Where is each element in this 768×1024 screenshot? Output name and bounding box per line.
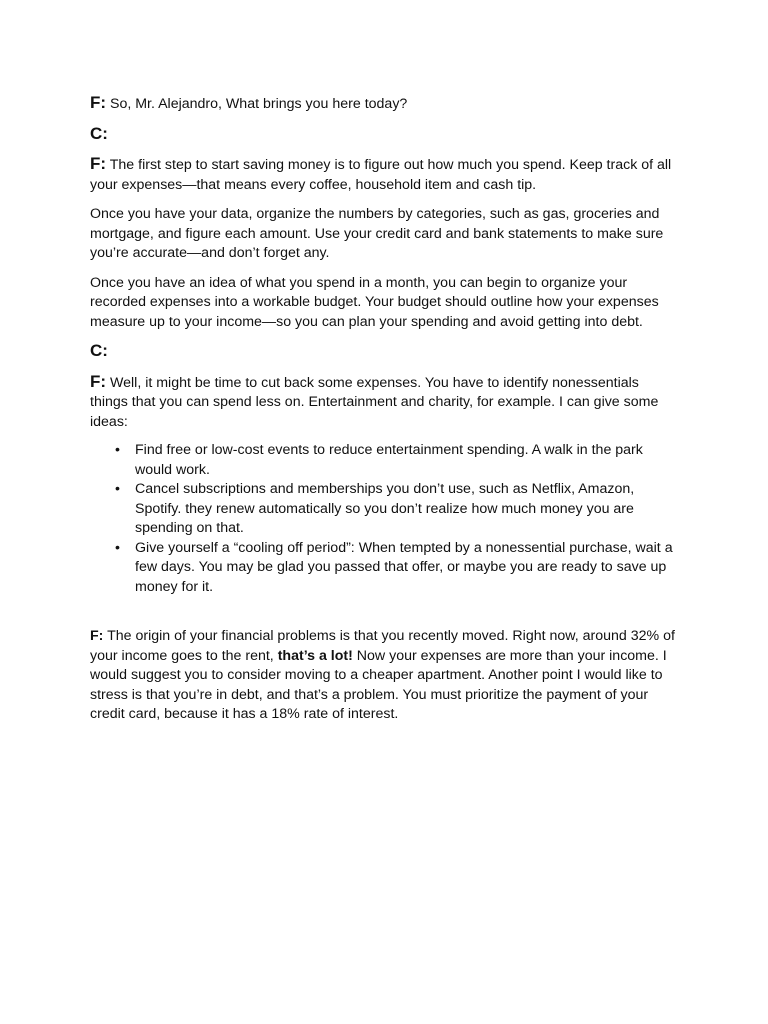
emphasis-text: that’s a lot! (277, 647, 353, 664)
speaker-label: C: (90, 123, 108, 143)
paragraph-text: Well, it might be time to cut back some expenses. You have to identify nonessentials things that you can spend less on. Entertainment and charity, for example. I can give some ideas: (90, 374, 659, 430)
speaker-label: F: (90, 93, 107, 112)
speaker-label: C: (90, 341, 108, 360)
list-item-text: Give yourself a “cooling off period”: When tempted by a nonessential purchase, wait a few days. You may be glad you passed that offer, or maybe you are ready to save up money for it. (135, 539, 673, 595)
dialogue-line-c2 (90, 341, 680, 363)
dialogue-paragraph-1 (90, 154, 680, 195)
bullet-icon: • (115, 539, 120, 556)
document-body (90, 93, 680, 725)
paragraph-text: The origin of your financial problems is that you recently moved. Right now, around 32% of your income goes to the rent, (90, 628, 675, 664)
dialogue-line-1 (90, 93, 680, 115)
list-item (90, 441, 680, 480)
dialogue-line-c1 (90, 124, 680, 146)
list-item-text: Cancel subscriptions and memberships you don’t use, such as Netflix, Amazon, Spotify. they renew automatically so you don’t realize how much money you are spending on that. (135, 481, 635, 536)
speaker-label: F: (90, 154, 107, 173)
dialogue-text: So, Mr. Alejandro, What brings you here today? (106, 96, 408, 112)
dialogue-paragraph-4 (90, 372, 680, 433)
dialogue-paragraph-5 (90, 627, 680, 725)
list-item (90, 480, 680, 539)
speaker-label: F: (90, 371, 107, 391)
paragraph-3: Once you have an idea of what you spend in a month, you can begin to organize your recorded expenses into a workable budget. Your budget should outline how your expenses measure up to your income—so you can plan your spending and avoid getting into debt. (90, 274, 659, 330)
paragraph-text: Now your expenses are more than your income. I would suggest you to consider moving to a cheaper apartment. Another point I would like to stress is that you’re in debt, and that’s a problem. You must prioritize the payment of your credit card, because it has a 18% rate of interest. (90, 647, 667, 722)
bullet-icon: • (115, 442, 120, 458)
speaker-label: F: (90, 628, 104, 644)
list-item (90, 539, 680, 598)
paragraph-2: Once you have your data, organize the numbers by categories, such as gas, groceries and mortgage, and figure each amount. Use your credit card and bank statements to make sure you’re accurate—and don’t forget any. (90, 206, 664, 261)
paragraph-text: The first step to start saving money is to figure out how much you spend. Keep track of all your expenses—that means every coffee, household item and cash tip. (90, 157, 672, 193)
bullet-icon: • (115, 481, 120, 497)
list-item-text: Find free or low-cost events to reduce entertainment spending. A walk in the park would work. (135, 442, 643, 478)
ideas-list (90, 441, 680, 597)
